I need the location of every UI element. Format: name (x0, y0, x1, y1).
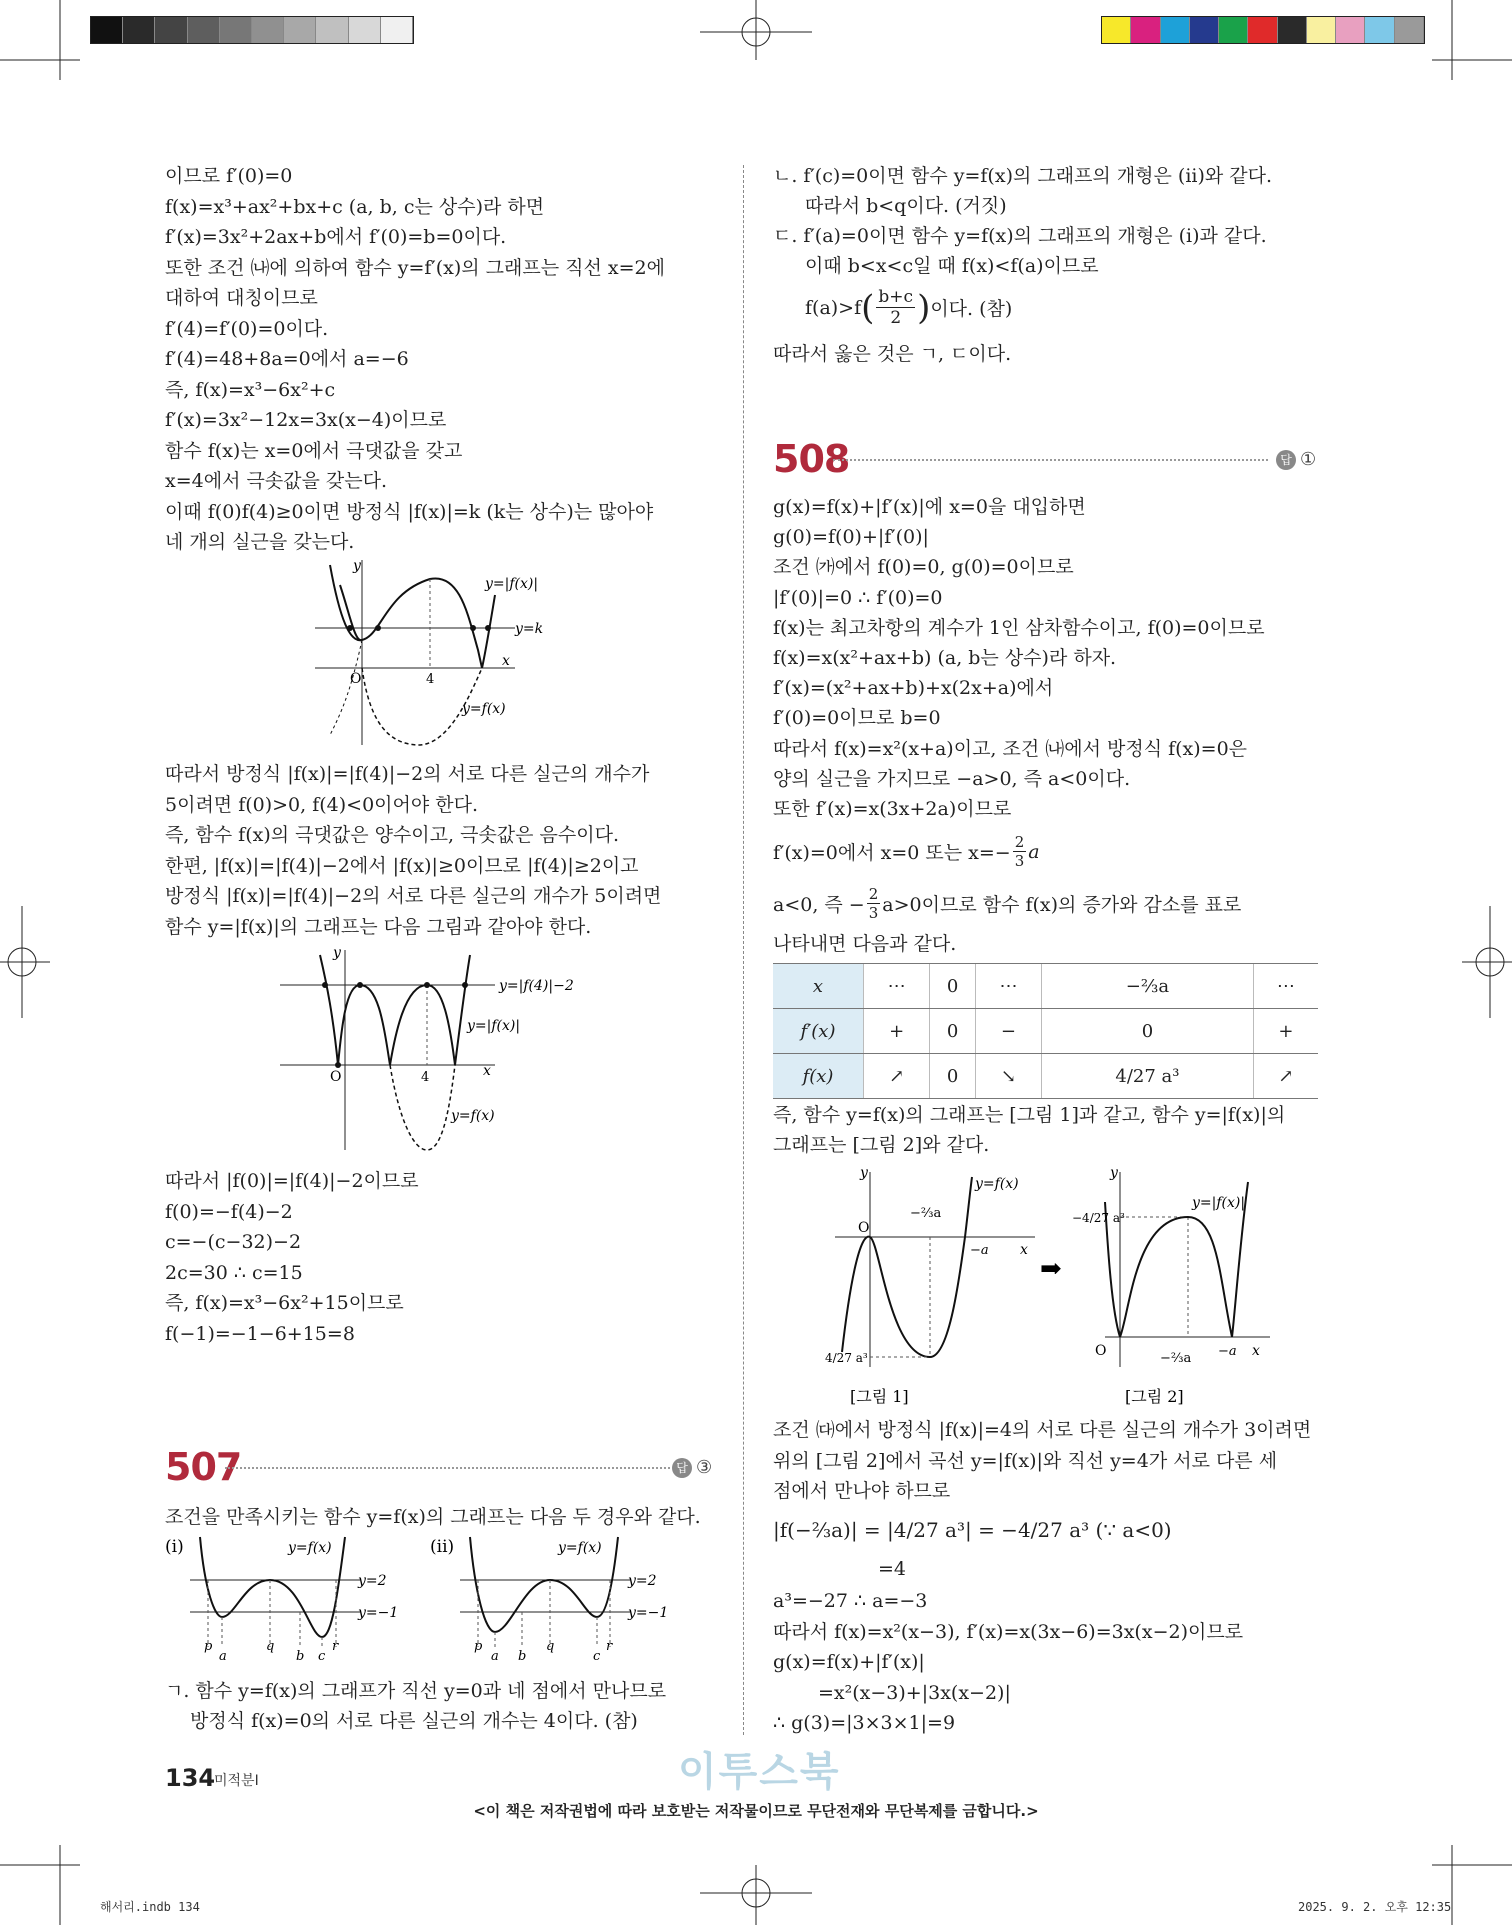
g2-ylab: y (333, 945, 341, 961)
increase-decrease-table (773, 963, 1318, 1099)
g2-label-f: y=f(x) (451, 1108, 495, 1124)
text-line: 따라서 f(x)=x²(x−3), f′(x)=x(3x−6)=3x(x−2)이므로 (773, 1620, 1244, 1643)
table-row (773, 1054, 1318, 1099)
frac-num: b+c (878, 287, 914, 307)
fig2-tick-neg-a: −a (1218, 1344, 1237, 1359)
fig1-min-label: 4/27 a³ (825, 1351, 868, 1365)
fig2-label: y=|f(x)| (1192, 1195, 1246, 1211)
c1-ym1: y=−1 (358, 1605, 399, 1621)
table-row (773, 964, 1318, 1009)
text-line: 따라서 f(x)=x²(x+a)이고, 조건 ㈏에서 방정식 f(x)=0은 (773, 737, 1248, 760)
answer-badge: 답 (672, 1458, 692, 1478)
text-line: f(0)=−f(4)−2 (165, 1200, 293, 1223)
table-cell: ⋯ (864, 964, 930, 1009)
text-line: |f′(0)|=0 ∴ f′(0)=0 (773, 586, 943, 609)
text-line: 한편, |f(x)|=|f(4)|−2에서 |f(x)|≥0이므로 |f(4)|≥2이고 (165, 854, 639, 877)
case1-label: (i) (165, 1537, 184, 1557)
text-line: 조건 ㈎에서 f(0)=0, g(0)=0이므로 (773, 556, 1074, 579)
text-line: 함수 y=|f(x)|의 그래프는 다음 그림과 같아야 한다. (165, 915, 592, 938)
right-line: 따라서 b<q이다. (거짓) (805, 195, 1007, 217)
table-cell: 0 (930, 1054, 976, 1099)
c2-ym1: y=−1 (628, 1605, 669, 1621)
c2-tick: q (546, 1639, 555, 1654)
table-cell: + (864, 1009, 930, 1054)
frac-den: 3 (1014, 852, 1025, 870)
frac-pre: f(a)>f (805, 296, 862, 319)
column-divider (743, 165, 744, 1735)
table-cell: 0 (930, 964, 976, 1009)
figure-1-2 (820, 1162, 1320, 1414)
c2-tick: p (474, 1639, 483, 1654)
c2-y2: y=2 (628, 1573, 657, 1589)
fig1-ylab: y (860, 1165, 868, 1181)
table-cell: ↗ (1253, 1054, 1318, 1099)
table-cell: 0 (1042, 1009, 1254, 1054)
paren-close: ) (917, 287, 931, 328)
table-intro: 나타내면 다음과 같다. (773, 933, 957, 955)
text-line: 네 개의 실근을 갖는다. (165, 531, 355, 553)
answer-badge: 답 (1276, 450, 1296, 470)
c1-tick: b (296, 1649, 305, 1662)
problem-507-leader (225, 1467, 670, 1469)
g2-label-top: y=|f(4)|−2 (499, 978, 574, 994)
table-cell: ↘ (975, 1054, 1041, 1099)
g2-xlab: x (483, 1063, 491, 1079)
text-line: 대하여 대칭이므로 (165, 287, 318, 309)
c2-tick: c (593, 1649, 601, 1662)
fig1-origin: O (858, 1220, 870, 1236)
text-line: g(x)=f(x)+|f′(x)| (773, 1651, 925, 1673)
fig2-xlab: x (1252, 1343, 1260, 1359)
text-line: f(x)=x³+ax²+bx+c (a, b, c는 상수)라 하면 (165, 195, 545, 218)
c1-f: y=f(x) (288, 1540, 332, 1556)
text-line: f(−1)=−1−6+15=8 (165, 1322, 355, 1345)
problem-508-number: 508 (773, 437, 850, 481)
text-line: 2c=30 ∴ c=15 (165, 1261, 303, 1284)
abs-equation: |f(−⅔a)| = |4/27 a³| = −4/27 a³ (∵ a<0) (773, 1518, 1172, 1542)
fig1-tick-neg-a: −a (970, 1243, 989, 1258)
frac-num: 2 (1014, 833, 1025, 851)
text-line: x=4에서 극솟값을 갖는다. (165, 470, 388, 492)
g1-label-f: y=f(x) (462, 701, 506, 717)
graph-abs-f-with-k (310, 555, 560, 750)
arrow-icon: ➡ (1040, 1254, 1062, 1284)
fig2-max-label: −4/27 a³ (1072, 1211, 1125, 1225)
text-line: 따라서 |f(0)|=|f(4)|−2이므로 (165, 1170, 419, 1192)
table-cell: 4/27 a³ (1042, 1054, 1254, 1099)
frac-num: 2 (868, 885, 879, 903)
p507-item-a-1: ㄱ. 함수 y=f(x)의 그래프가 직선 y=0과 네 점에서 만나므로 (165, 1680, 667, 1702)
graph-abs-f-with-top-line (275, 945, 615, 1155)
text-line: c=−(c−32)−2 (165, 1231, 302, 1253)
text-line: =x²(x−3)+|3x(x−2)| (818, 1681, 1011, 1704)
sign-pre: a<0, 즉 − (773, 894, 865, 916)
p507-case-graphs (160, 1532, 720, 1662)
fig2-tick-bottom: −⅔a (1160, 1351, 1192, 1366)
table-cell: + (1253, 1009, 1318, 1054)
g1-label-k: y=k (515, 621, 544, 637)
table-cell: − (975, 1009, 1041, 1054)
sign-line (773, 885, 1241, 922)
fig2-caption: [그림 2] (1125, 1387, 1184, 1406)
deriv-zero-line (773, 833, 1040, 870)
text-line: f′(x)=3x²−12x=3x(x−4)이므로 (165, 409, 447, 431)
fig1-tick-top: −⅔a (910, 1206, 942, 1221)
text-line: g(0)=f(0)+|f′(0)| (773, 526, 929, 549)
g1-origin: O (350, 671, 362, 687)
copyright-notice: <이 책은 저작권법에 따라 보호받는 저작물이므로 무단전재와 무단복제를 금합니다.> (473, 1802, 1039, 1820)
right-line: 이때 b<x<c일 때 f(x)<f(a)이므로 (805, 255, 1099, 277)
paren-open: ( (861, 287, 875, 328)
subject-label: 미적분Ⅰ (214, 1773, 259, 1789)
table-cell: 0 (930, 1009, 976, 1054)
text-line: 위의 [그림 2]에서 곡선 y=|f(x)|와 직선 y=4가 서로 다른 세 (773, 1449, 1278, 1472)
problem-508-answer (1276, 449, 1316, 470)
p507-intro: 조건을 만족시키는 함수 y=f(x)의 그래프는 다음 두 경우와 같다. (165, 1506, 701, 1528)
deriv-zero-text: f′(x)=0에서 x=0 또는 x=− (773, 842, 1011, 864)
right-line: ㄷ. f′(a)=0이면 함수 y=f(x)의 그래프의 개형은 (i)과 같다. (773, 225, 1267, 247)
text-line: 즉, f(x)=x³−6x²+c (165, 378, 336, 401)
text-line: 또한 조건 ㈏에 의하여 함수 y=f′(x)의 그래프는 직선 x=2에 (165, 256, 665, 279)
g1-xlab: x (502, 653, 510, 669)
deriv-zero-tail: a (1028, 840, 1040, 863)
text-line: g(x)=f(x)+|f′(x)|에 x=0을 대입하면 (773, 496, 1086, 518)
eq-four: =4 (878, 1558, 907, 1580)
text-line: 조건 ㈐에서 방정식 |f(x)|=4의 서로 다른 실근의 개수가 3이려면 (773, 1419, 1312, 1441)
text-line: 즉, f(x)=x³−6x²+15이므로 (165, 1292, 404, 1314)
after-table-1: 즉, 함수 y=f(x)의 그래프는 [그림 1]과 같고, 함수 y=|f(x)|의 (773, 1104, 1286, 1126)
table-cell: −⅔a (1042, 964, 1254, 1009)
p507-item-a-2: 방정식 f(x)=0의 서로 다른 실근의 개수는 4이다. (참) (190, 1710, 638, 1732)
date-slug: 2025. 9. 2. 오후 12:35 (1298, 1900, 1452, 1914)
fig1-label: y=f(x) (975, 1176, 1019, 1192)
after-table-2: 그래프는 [그림 2]와 같다. (773, 1134, 990, 1156)
table-cell: f′(x) (773, 1009, 864, 1054)
c1-y2: y=2 (358, 1573, 387, 1589)
text-line: f′(0)=0이므로 b=0 (773, 707, 941, 730)
text-line: f′(4)=48+8a=0에서 a=−6 (165, 348, 409, 370)
problem-507-answer (672, 1457, 712, 1478)
table-cell: ⋯ (975, 964, 1041, 1009)
file-slug: 해서리.indb 134 (100, 1900, 200, 1914)
g2-origin: O (330, 1069, 342, 1085)
right-line: ㄴ. f′(c)=0이면 함수 y=f(x)의 그래프의 개형은 (ii)와 같다. (773, 165, 1273, 187)
case2-label: (ii) (430, 1537, 455, 1557)
g1-ylab: y (353, 558, 361, 574)
text-line: 방정식 |f(x)|=|f(4)|−2의 서로 다른 실근의 개수가 5이려면 (165, 885, 662, 907)
fig1-caption: [그림 1] (850, 1387, 909, 1406)
text-line: f(x)=x(x²+ax+b) (a, b는 상수)라 하자. (773, 647, 1117, 669)
text-line: 따라서 방정식 |f(x)|=|f(4)|−2의 서로 다른 실근의 개수가 (165, 763, 650, 785)
c2-f: y=f(x) (558, 1540, 602, 1556)
text-line: 점에서 만나야 하므로 (773, 1480, 951, 1502)
c1-tick: r (332, 1639, 339, 1654)
c1-tick: c (318, 1649, 326, 1662)
text-line: 또한 f′(x)=x(3x+2a)이므로 (773, 798, 1012, 820)
text-line: f(x)는 최고차항의 계수가 1인 삼차함수이고, f(0)=0이므로 (773, 616, 1265, 639)
text-line: a³=−27 ∴ a=−3 (773, 1590, 928, 1612)
problem-508-leader (833, 459, 1268, 461)
table-cell: x (773, 964, 864, 1009)
c2-tick: b (518, 1649, 527, 1662)
table-row (773, 1009, 1318, 1054)
table-cell: f(x) (773, 1054, 864, 1099)
text-line: f′(x)=3x²+2ax+b에서 f′(0)=b=0이다. (165, 226, 507, 248)
frac-line (805, 287, 1012, 328)
text-line: 이때 f(0)f(4)≥0이면 방정식 |f(x)|=k (k는 상수)는 많아야 (165, 500, 654, 523)
right-conclusion: 따라서 옳은 것은 ㄱ, ㄷ이다. (773, 343, 1012, 365)
frac-den: 3 (868, 904, 879, 922)
table-cell: ⋯ (1253, 964, 1318, 1009)
text-line: 5이려면 f(0)>0, f(4)<0이어야 한다. (165, 793, 479, 816)
text-line: 이므로 f′(0)=0 (165, 165, 293, 187)
c1-tick: p (204, 1639, 213, 1654)
answer-value: ③ (696, 1457, 713, 1478)
c1-tick: a (219, 1649, 227, 1662)
page-number: 134 (165, 1764, 216, 1792)
c1-tick: q (266, 1639, 275, 1654)
text-line: 양의 실근을 가지므로 −a>0, 즉 a<0이다. (773, 767, 1131, 790)
g2-tick4: 4 (421, 1070, 430, 1085)
g1-tick4: 4 (426, 672, 435, 687)
frac-den: 2 (890, 308, 902, 328)
table-cell: ↗ (864, 1054, 930, 1099)
sign-post: a>0이므로 함수 f(x)의 증가와 감소를 표로 (882, 894, 1242, 916)
text-line: 함수 f(x)는 x=0에서 극댓값을 갖고 (165, 439, 463, 462)
fig2-origin: O (1095, 1343, 1107, 1359)
fig2-ylab: y (1110, 1165, 1118, 1181)
text-line: f′(x)=(x²+ax+b)+x(2x+a)에서 (773, 677, 1054, 700)
c2-tick: a (491, 1649, 499, 1662)
text-line: 즉, 함수 f(x)의 극댓값은 양수이고, 극솟값은 음수이다. (165, 824, 620, 846)
text-line: ∴ g(3)=|3×3×1|=9 (773, 1712, 956, 1734)
frac-post: 이다. (참) (930, 298, 1013, 320)
publisher-logo: 이투스북 (678, 1749, 841, 1795)
text-line: f′(4)=f′(0)=0이다. (165, 317, 329, 340)
g2-label-abs: y=|f(x)| (467, 1018, 521, 1034)
c2-tick: r (606, 1639, 613, 1654)
problem-507-number: 507 (165, 1445, 242, 1489)
answer-value: ① (1300, 449, 1317, 470)
fig1-xlab: x (1020, 1242, 1028, 1258)
g1-label-abs: y=|f(x)| (485, 576, 539, 592)
